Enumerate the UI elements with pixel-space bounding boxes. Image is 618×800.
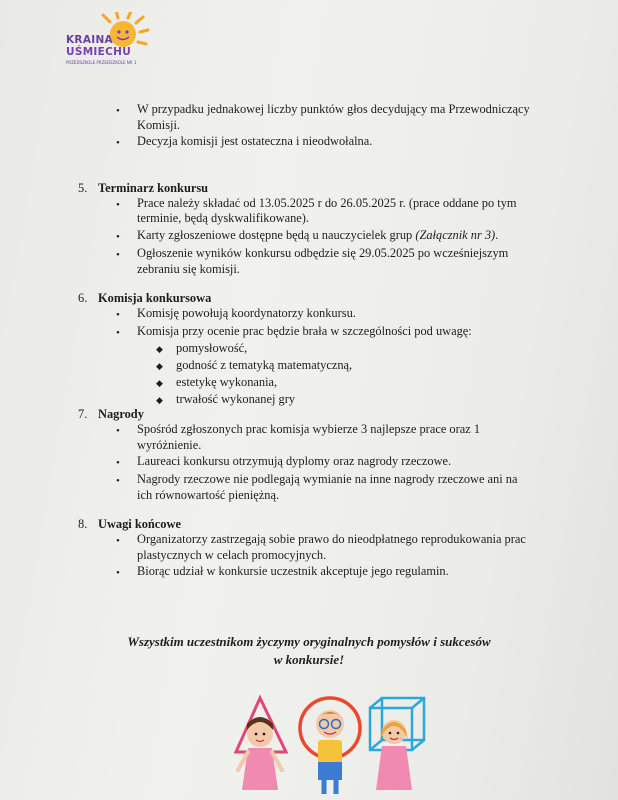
bullet-icon: • — [116, 249, 120, 261]
bullet-icon: • — [116, 457, 120, 469]
logo-text-line1: KRAINA — [66, 34, 113, 46]
bullet-icon: • — [116, 309, 120, 321]
diamond-bullet-icon: ◆ — [156, 344, 163, 354]
intro-bullet-1-line-1: W przypadku jednakowej liczby punktów głos decydujący ma Przewodniczący — [137, 102, 530, 116]
s5-bullet-1-line-1: Prace należy składać od 13.05.2025 r do 26.05.2025 r. (prace oddane po tym — [137, 196, 517, 210]
diamond-bullet-icon: ◆ — [156, 361, 163, 371]
section-heading-5 — [78, 181, 208, 196]
s7-bullet-1-line-2: wyróżnienie. — [137, 438, 202, 452]
s6-criterion-2: godność z tematyką matematyczną, — [176, 358, 353, 372]
bullet-icon: • — [116, 199, 120, 211]
s8-bullet-2: Biorąc udział w konkursie uczestnik akceptuje jego regulamin. — [137, 564, 449, 578]
s5-bullet-1-line-2: terminie, będą dyskwalifikowane). — [137, 211, 310, 225]
section-heading-7 — [78, 407, 144, 422]
s6-criterion-3: estetykę wykonania, — [176, 375, 278, 389]
closing-line-1: Wszystkim uczestnikom życzymy oryginalnych pomysłów i sukcesów — [127, 634, 491, 649]
bullet-icon: • — [116, 425, 120, 437]
s6-criterion-1: pomysłowość, — [176, 341, 248, 355]
bullet-icon: • — [116, 105, 120, 117]
s5-bullet-3-line-1: Ogłoszenie wyników konkursu odbędzie się 29.05.2025 po wcześniejszym — [137, 246, 509, 260]
bullet-icon: • — [116, 535, 120, 547]
bullet-icon: • — [116, 231, 120, 243]
intro-bullet-1-line-2: Komisji. — [137, 118, 181, 132]
section-number: 7. — [78, 407, 88, 421]
s5-bullet-2-suffix: . — [495, 228, 499, 242]
logo-text-line3: PRZEDSZKOLE PRZEDSZKOLE NR 1 — [66, 60, 137, 65]
section-number: 5. — [78, 181, 88, 195]
s6-bullet-1: Komisję powołują koordynatorzy konkursu. — [137, 306, 356, 320]
s5-bullet-2-text: Karty zgłoszeniowe dostępne będą u nauczycielek grup — [137, 228, 416, 242]
s7-bullet-3-line-2: ich równowartość pieniężną. — [137, 488, 280, 502]
children-shapes-illustration — [230, 690, 430, 800]
s5-bullet-2 — [137, 228, 498, 243]
s8-bullet-1-line-1: Organizatorzy zastrzegają sobie prawo do nieodpłatnego reprodukowania prac — [137, 532, 526, 546]
diamond-bullet-icon: ◆ — [156, 395, 163, 405]
s6-bullet-2: Komisja przy ocenie prac będzie brała w szczególności pod uwagę: — [137, 324, 472, 338]
section-title: Uwagi końcowe — [98, 517, 181, 531]
s8-bullet-1-line-2: plastycznych w celach promocyjnych. — [137, 548, 327, 562]
s5-bullet-2-attachment: (Załącznik nr 3) — [415, 228, 496, 242]
intro-bullet-2-line-1: Decyzja komisji jest ostateczna i nieodwołalna. — [137, 134, 373, 148]
diamond-bullet-icon: ◆ — [156, 378, 163, 388]
s7-bullet-1-line-1: Spośród zgłoszonych prac komisja wybierze 3 najlepsze prace oraz 1 — [137, 422, 481, 436]
girl-cube-icon — [370, 698, 424, 790]
s7-bullet-2: Laureaci konkursu otrzymują dyplomy oraz nagrody rzeczowe. — [137, 454, 452, 468]
bullet-icon: • — [116, 137, 120, 149]
kindergarten-logo — [58, 12, 168, 74]
logo-text-line2: UŚMIECHU — [66, 46, 132, 58]
section-heading-8 — [78, 517, 181, 532]
boy-circle-icon — [300, 698, 360, 794]
s6-criterion-4: trwałość wykonanej gry — [176, 392, 296, 406]
section-heading-6 — [78, 291, 211, 306]
section-title: Komisja konkursowa — [98, 291, 212, 305]
girl-triangle-icon — [236, 698, 286, 790]
bullet-icon: • — [116, 567, 120, 579]
section-number: 8. — [78, 517, 88, 531]
section-number: 6. — [78, 291, 88, 305]
s5-bullet-3-line-2: zebraniu się komisji. — [137, 262, 240, 276]
bullet-icon: • — [116, 475, 120, 487]
bullet-icon: • — [116, 327, 120, 339]
section-title: Terminarz konkursu — [98, 181, 209, 195]
s7-bullet-3-line-1: Nagrody rzeczowe nie podlegają wymianie na inne nagrody rzeczowe ani na — [137, 472, 518, 486]
closing-line-2: w konkursie! — [273, 652, 345, 667]
section-title: Nagrody — [98, 407, 144, 421]
